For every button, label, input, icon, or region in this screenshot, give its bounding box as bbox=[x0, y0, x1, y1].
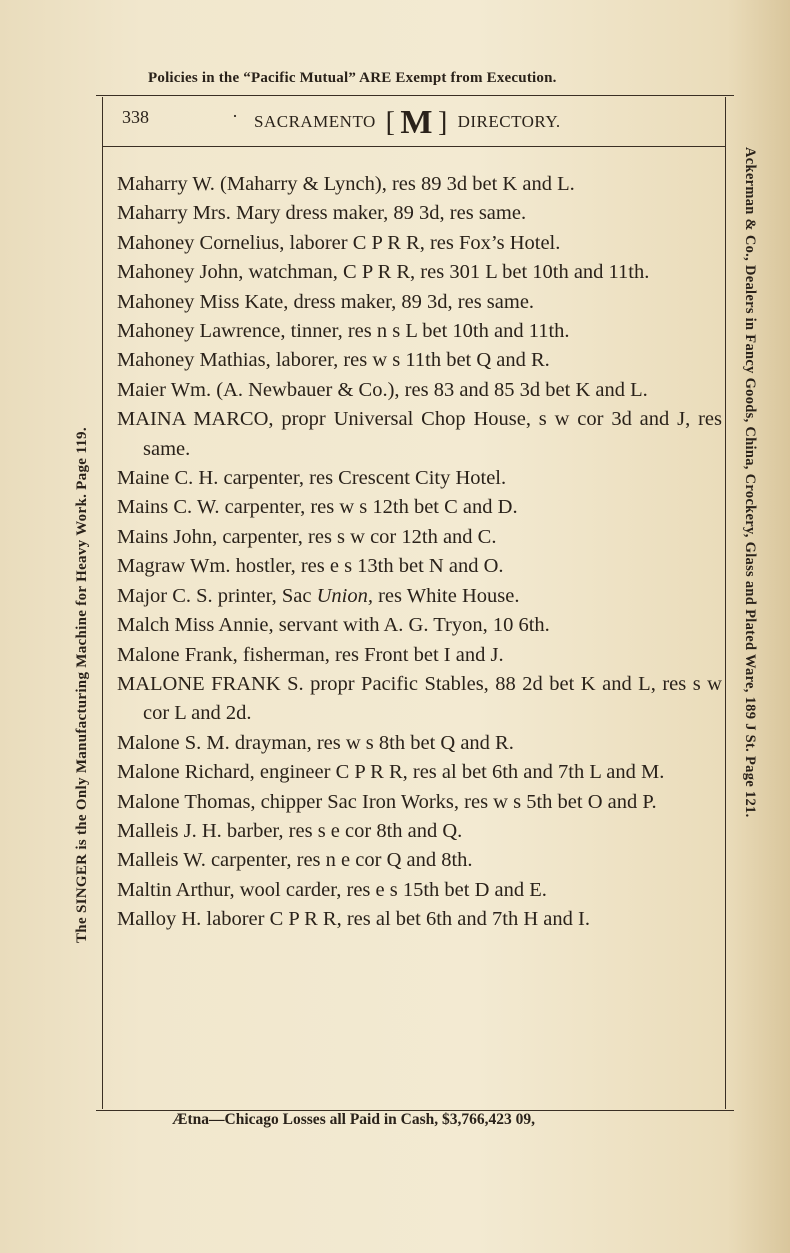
page-number: 338 bbox=[122, 107, 149, 127]
right-margin-advertisement: Ackerman & Co., Dealers in Fancy Goods, China, Crockery, Glass and Plated Ware, 189 J St. Page 121. bbox=[742, 147, 758, 818]
entry-text: Major C. S. printer, Sac bbox=[117, 584, 317, 607]
directory-entry: Malloy H. laborer C P R R, res al bet 6th and 7th H and I. bbox=[117, 908, 590, 931]
open-bracket: [ bbox=[385, 107, 396, 138]
directory-entry: Maier Wm. (A. Newbauer & Co.), res 83 and 85 3d bet K and L. bbox=[117, 378, 648, 401]
newspaper-name: Union, bbox=[316, 584, 373, 607]
directory-entry: Maltin Arthur, wool carder, res e s 15th bet D and E. bbox=[117, 878, 547, 901]
directory-entry: Mahoney Cornelius, laborer C P R R, res Fox’s Hotel. bbox=[117, 231, 561, 254]
directory-entry: Mahoney Miss Kate, dress maker, 89 3d, res same. bbox=[117, 290, 535, 313]
directory-entry: MAINA MARCO, propr Universal Chop House, s w cor 3d and J, res same. bbox=[117, 408, 722, 460]
directory-entry: Mains John, carpenter, res s w cor 12th and C. bbox=[117, 525, 497, 548]
top-margin-advertisement: Policies in the “Pacific Mutual” ARE Exempt from Execution. bbox=[148, 70, 557, 86]
directory-entry: Mains C. W. carpenter, res w s 12th bet C and D. bbox=[117, 496, 518, 519]
directory-entry: Mahoney Lawrence, tinner, res n s L bet 10th and 11th. bbox=[117, 320, 570, 343]
close-bracket: ] bbox=[438, 107, 448, 138]
directory-entries bbox=[117, 170, 722, 935]
directory-entry: Malone Richard, engineer C P R R, res al bet 6th and 7th L and M. bbox=[117, 761, 665, 784]
left-rule bbox=[102, 97, 103, 1109]
directory-entry: Mahoney Mathias, laborer, res w s 11th bet Q and R. bbox=[117, 349, 550, 372]
directory-word: DIRECTORY. bbox=[457, 112, 561, 131]
head-bullet: · bbox=[232, 106, 238, 126]
header-rule bbox=[102, 146, 725, 147]
directory-entry: Malone Thomas, chipper Sac Iron Works, res w s 5th bet O and P. bbox=[117, 790, 657, 813]
directory-entry bbox=[117, 582, 722, 611]
bottom-margin-advertisement: Ætna—Chicago Losses all Paid in Cash, $3,766,423 09, bbox=[172, 1111, 536, 1128]
directory-entry: Malone S. M. drayman, res w s 8th bet Q and R. bbox=[117, 731, 514, 754]
directory-entry: Malone Frank, fisherman, res Front bet I and J. bbox=[117, 643, 504, 666]
city-word: SACRAMENTO bbox=[254, 112, 376, 131]
directory-entry: Maine C. H. carpenter, res Crescent City Hotel. bbox=[117, 467, 507, 490]
directory-entry: Maharry Mrs. Mary dress maker, 89 3d, res same. bbox=[117, 202, 527, 225]
directory-entry: Malch Miss Annie, servant with A. G. Tryon, 10 6th. bbox=[117, 614, 550, 637]
directory-entry: MALONE FRANK S. propr Pacific Stables, 88 2d bet K and L, res s w cor L and 2d. bbox=[117, 672, 722, 725]
directory-title bbox=[254, 104, 561, 142]
section-letter: M bbox=[400, 104, 433, 141]
directory-entry: Malleis J. H. barber, res s e cor 8th and Q. bbox=[117, 819, 463, 842]
right-rule bbox=[725, 97, 726, 1109]
directory-entry: Malleis W. carpenter, res n e cor Q and 8th. bbox=[117, 849, 473, 872]
entry-text: res White House. bbox=[372, 584, 520, 607]
directory-entry: Mahoney John, watchman, C P R R, res 301 L bet 10th and 11th. bbox=[117, 261, 650, 284]
directory-entry: Magraw Wm. hostler, res e s 13th bet N and O. bbox=[117, 555, 504, 578]
directory-entry: Maharry W. (Maharry & Lynch), res 89 3d bet K and L. bbox=[117, 173, 575, 195]
left-margin-advertisement: The SINGER is the Only Manufacturing Machine for Heavy Work. Page 119. bbox=[74, 427, 90, 943]
running-head bbox=[102, 104, 725, 144]
